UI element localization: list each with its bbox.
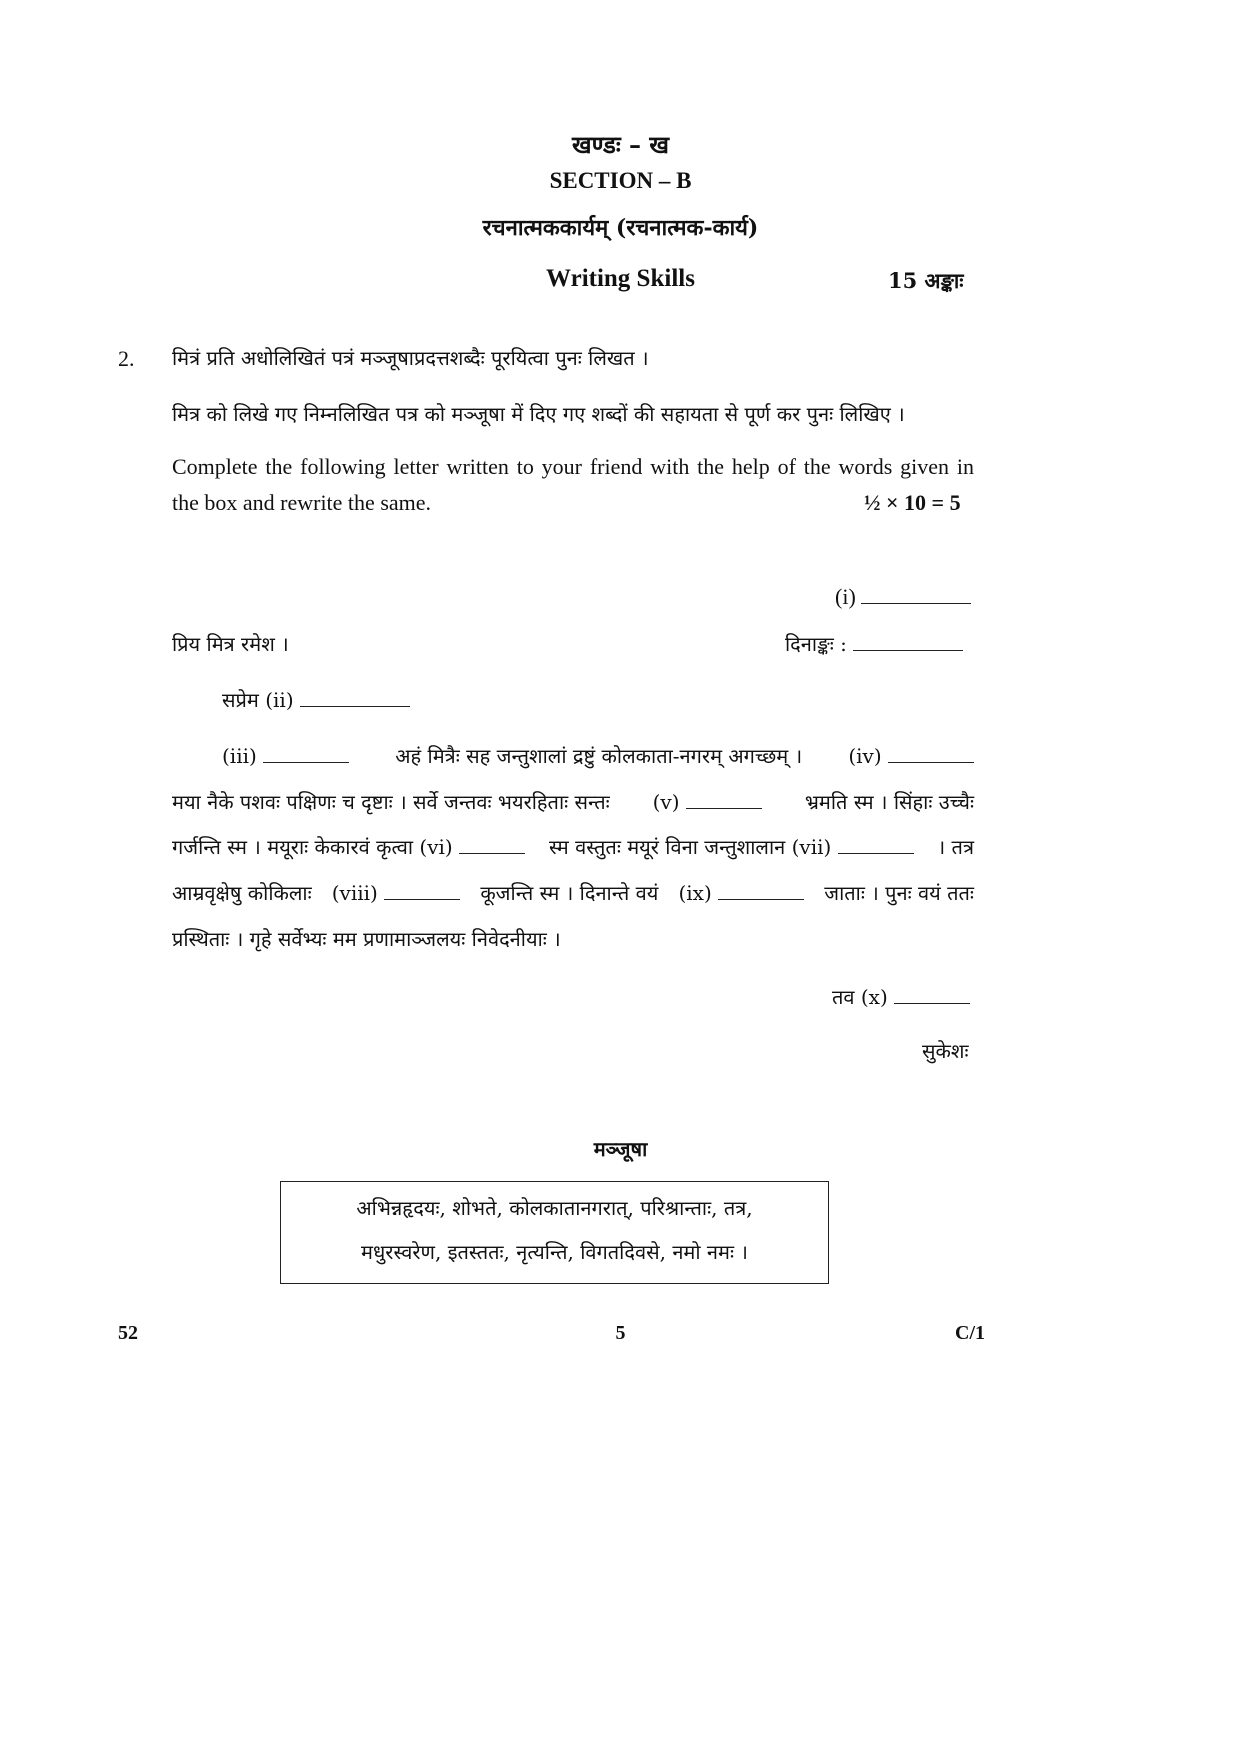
letter-greeting: प्रिय मित्र रमेश ।: [172, 632, 289, 656]
question-instruction-hindi: मित्र को लिखे गए निम्नलिखित पत्र को मञ्जूषा में दिए गए शब्दों की सहायता से पूर्ण कर पुनः लिखिए ।: [172, 402, 905, 426]
section-marks: 15 अङ्काः: [888, 268, 964, 293]
letter-line-4-text-a: आम्रवृक्षेषु कोकिलाः: [172, 881, 312, 905]
letter-line-3: [172, 835, 974, 859]
letter-saprem: [222, 688, 410, 712]
letter-signature: सुकेशः: [922, 1039, 969, 1063]
word-box-title: मञ्जूषा: [593, 1137, 648, 1161]
date-blank: [853, 632, 963, 651]
letter-closing: [832, 985, 970, 1009]
blank-viii: [384, 881, 460, 900]
letter-line-4: [172, 881, 974, 905]
question-instruction-sanskrit: मित्रं प्रति अधोलिखितं पत्रं मञ्जूषाप्रदत्तशब्दैः पूरयित्वा पुनः लिखत ।: [172, 346, 649, 370]
blank-vi: [459, 835, 525, 854]
label-viii: (viii): [331, 881, 378, 905]
label-iv: (iv): [848, 744, 882, 768]
writing-skills-title: Writing Skills: [546, 265, 695, 292]
closing-text: तव (x): [832, 985, 888, 1009]
question-marks: ½ × 10 = 5: [864, 490, 961, 515]
word-box-line-2: मधुरस्वरेण, इतस्ततः, नृत्यन्ति, विगतदिवसे, नमो नमः ।: [361, 1240, 748, 1264]
label-v: (v): [652, 790, 680, 814]
place-label: (i): [835, 584, 856, 609]
blank-ix: [718, 881, 804, 900]
writing-task-title-hindi: रचनात्मककार्यम् (रचनात्मक-कार्य): [482, 215, 759, 241]
blank-ii: [300, 688, 410, 707]
letter-line-1-text: अहं मित्रैः सह जन्तुशालां द्रष्टुं कोलकाता-नगरम् अगच्छम् ।: [395, 744, 803, 768]
blank-i: [861, 585, 971, 604]
letter-date: [785, 632, 963, 656]
letter-line-1: [222, 744, 974, 768]
saprem-text: सप्रेम (ii): [222, 688, 294, 712]
question-instruction-english-line2: the box and rewrite the same.: [172, 490, 432, 515]
page-number: 5: [615, 1322, 626, 1344]
blank-iii: [263, 744, 349, 763]
letter-line-3-text-c: । तत्र: [937, 835, 974, 859]
letter-line-3-text-b: स्म वस्तुतः मयूरं विना जन्तुशालान (vii): [549, 835, 832, 859]
word-box: [280, 1181, 829, 1284]
letter-line-4-text-b: कूजन्ति स्म । दिनान्ते वयं: [480, 881, 659, 905]
footer-set: C/1: [955, 1322, 985, 1344]
letter-line-3-text-a: गर्जन्ति स्म । मयूराः केकारवं कृत्वा (vi): [172, 835, 453, 859]
letter-line-4-text-c: जाताः । पुनः वयं ततः: [824, 881, 974, 905]
letter-line-2-text-a: मया नैके पशवः पक्षिणः च दृष्टाः । सर्वे जन्तवः भयरहिताः सन्तः: [172, 790, 610, 814]
blank-iv: [888, 744, 974, 763]
blank-v: [686, 790, 762, 809]
letter-line-2: [172, 790, 974, 814]
section-title-english: SECTION – B: [549, 168, 692, 193]
blank-vii: [838, 835, 914, 854]
letter-line-5: प्रस्थिताः । गृहे सर्वेभ्यः मम प्रणामाञ्जलयः निवेदनीयाः ।: [172, 927, 561, 951]
letter-place: [835, 584, 971, 610]
question-number: 2.: [118, 346, 135, 371]
date-label: दिनाङ्कः :: [785, 632, 847, 656]
word-box-line-1: अभिन्नहृदयः, शोभते, कोलकातानगरात्, परिश्रान्ताः, तत्र,: [356, 1196, 753, 1220]
blank-x: [894, 985, 970, 1004]
label-iii: (iii): [222, 744, 257, 768]
section-title-hindi: खण्डः – ख: [571, 130, 670, 159]
letter-line-2-text-b: भ्रमति स्म । सिंहाः उच्चैः: [804, 790, 974, 814]
question-instruction-english-line1: Complete the following letter written to your friend with the help of the words given in: [172, 454, 974, 479]
label-ix: (ix): [678, 881, 712, 905]
footer-code: 52: [118, 1322, 138, 1344]
